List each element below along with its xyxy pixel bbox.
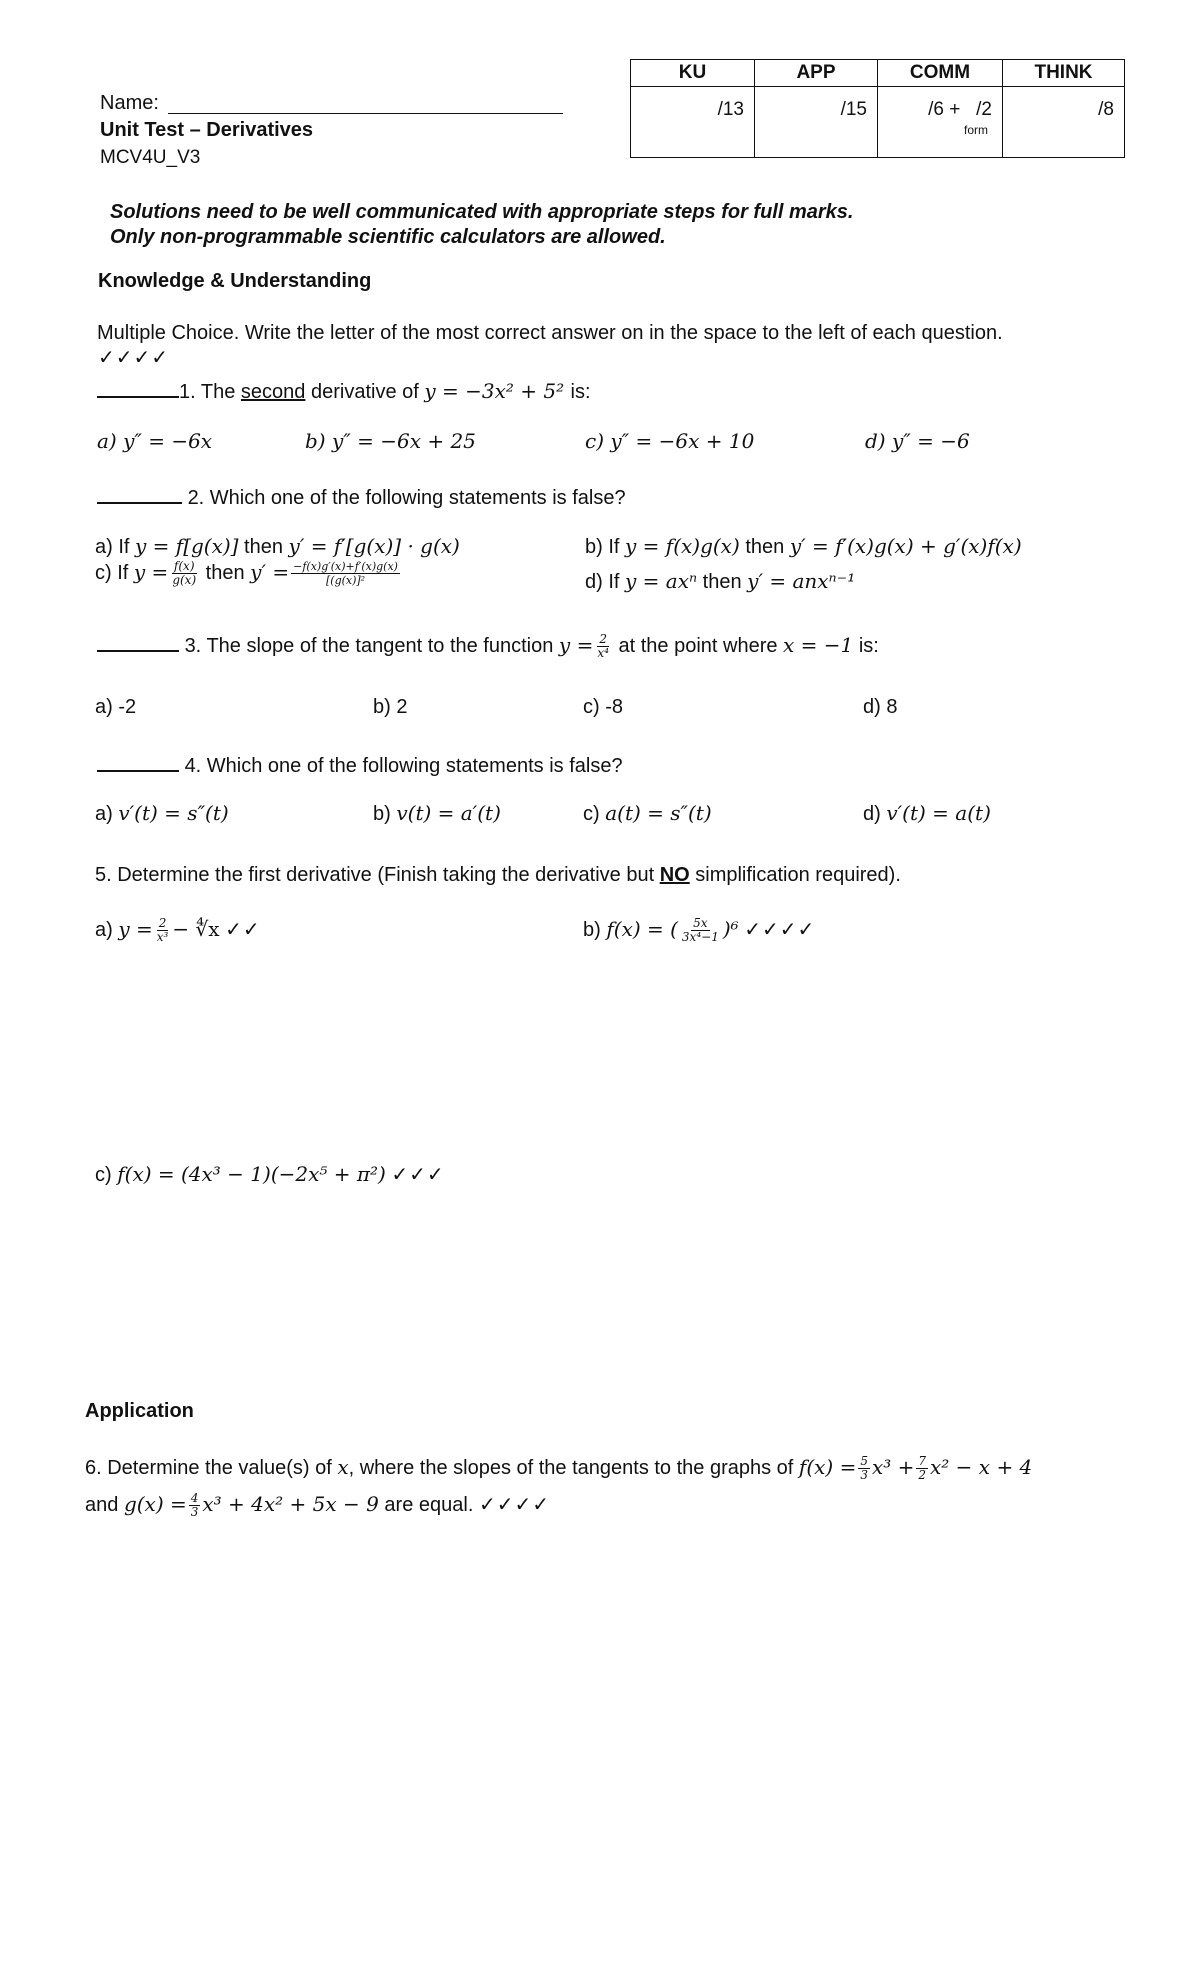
q3-option-d: d) 8	[863, 696, 898, 718]
instructions-line-1: Solutions need to be well communicated with appropriate steps for full marks.	[110, 201, 854, 223]
marks-header-think: THINK	[1003, 60, 1125, 87]
q1-option-b: b) y″ = −6x + 25	[305, 429, 476, 453]
answer-blank-1[interactable]	[97, 376, 179, 398]
answer-blank-4[interactable]	[97, 750, 179, 772]
q1-option-a: a) y″ = −6x	[97, 429, 213, 453]
instructions-line-2: Only non-programmable scientific calculators are allowed.	[110, 226, 666, 248]
q5-part-c: c) f(x) = (4x³ − 1)(−2x⁵ + π²) ✓✓✓	[95, 1162, 445, 1186]
q5-part-a: a) y = $\frac{2}{\text{x³}}$ − ∜x ✓✓	[95, 916, 261, 945]
q5a-ticks: ✓✓	[225, 917, 261, 941]
question-6-line-2: and g(x) = $\frac{4}{3}$ x³ + 4x² + 5x − 9 are equal. ✓✓✓✓	[85, 1491, 550, 1520]
marks-header-app: APP	[755, 60, 878, 87]
q4-option-a: a) v′(t) = s″(t)	[95, 801, 229, 825]
q6-ticks: ✓✓✓✓	[478, 1492, 550, 1516]
question-4: 4. Which one of the following statements is false?	[97, 750, 623, 778]
question-5: 5. Determine the first derivative (Finish taking the derivative but NO simplification required).	[95, 864, 901, 886]
q4-option-b: b) v(t) = a′(t)	[373, 801, 501, 825]
q2-option-d: d) If y = axⁿ then y′ = anxⁿ⁻¹	[585, 569, 856, 593]
answer-blank-2[interactable]	[97, 482, 182, 504]
answer-blank-3[interactable]	[97, 630, 179, 652]
question-6-line-1: 6. Determine the value(s) of x, where the slopes of the tangents to the graphs of f(x) = $\frac{5}{3}$ x³ + $\frac{7}{2}$ x² − x + 4	[85, 1454, 1033, 1483]
q1-option-c: c) y″ = −6x + 10	[585, 429, 755, 453]
marks-header-ku: KU	[631, 60, 755, 87]
application-heading: Application	[85, 1400, 194, 1422]
marks-table	[630, 59, 1125, 158]
q3-option-b: b) 2	[373, 696, 408, 718]
q3-option-c: c) -8	[583, 696, 623, 718]
marks-header-comm: COMM	[878, 60, 1003, 87]
name-field[interactable]	[168, 113, 563, 114]
mc-instructions: Multiple Choice. Write the letter of the most correct answer on in the space to the left of each question.	[97, 322, 1003, 344]
q2-option-c: c) If y = $\frac{f(x)}{g(x)}$ then y′ = $\frac{-f(x)g'(x)+f'(x)g(x)}{\text{[(g(x)]²}}$	[95, 559, 398, 588]
q5b-ticks: ✓✓✓✓	[744, 917, 816, 941]
comm-form-label: form	[964, 123, 988, 137]
test-title: Unit Test – Derivatives	[100, 119, 314, 141]
q3-option-a: a) -2	[95, 696, 137, 718]
question-1: 1. The second derivative of y = −3x² + 5² is:	[97, 376, 591, 404]
q5c-ticks: ✓✓✓	[391, 1162, 445, 1186]
question-3: 3. The slope of the tangent to the function y = $\frac{2}{\text{x⁴}}$ at the point where x = −1 is:	[97, 630, 879, 660]
marks-cell-think: /8	[1003, 87, 1125, 158]
question-2: 2. Which one of the following statements is false?	[97, 482, 626, 510]
q5-part-b: b) f(x) = ( $\frac{5x}{\text{3x⁴−1}}$ )⁶ ✓✓✓✓	[583, 916, 816, 945]
q2-option-a: a) If y = f[g(x)] then y′ = f′[g(x)] · g(x)	[95, 534, 460, 558]
ku-heading: Knowledge & Understanding	[98, 270, 372, 292]
course-code: MCV4U_V3	[100, 147, 201, 168]
mc-ticks: ✓✓✓✓	[98, 345, 170, 369]
q4-option-c: c) a(t) = s″(t)	[583, 801, 712, 825]
marks-cell-app: /15	[755, 87, 878, 158]
name-label: Name:	[100, 92, 159, 114]
q1-option-d: d) y″ = −6	[865, 429, 970, 453]
marks-cell-ku: /13	[631, 87, 755, 158]
marks-cell-comm: /6 + /2 form	[878, 87, 1003, 158]
q4-option-d: d) v′(t) = a(t)	[863, 801, 991, 825]
q2-option-b: b) If y = f(x)g(x) then y′ = f′(x)g(x) + g′(x)f(x)	[585, 534, 1022, 558]
